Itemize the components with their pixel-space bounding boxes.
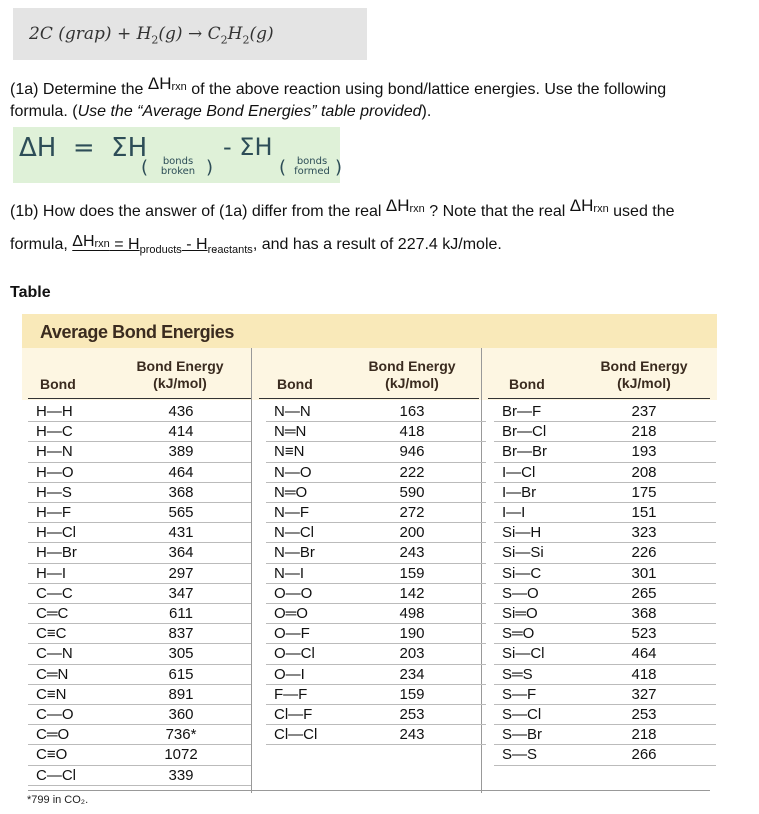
bond-label: C≡C — [36, 625, 67, 643]
col1-energy-header — [130, 358, 230, 392]
bond-label: N—I — [274, 564, 304, 582]
broken-word-2: broken — [160, 166, 196, 177]
bond-energy-value: 265 — [631, 584, 657, 602]
bond-energy-value: 200 — [399, 524, 425, 542]
col2-bond-header: Bond — [277, 376, 313, 392]
product-carbon: C — [207, 24, 221, 44]
bond-label: C—C — [36, 584, 73, 602]
bond-energy-value: 208 — [631, 463, 657, 481]
q1b-formula-products: products — [139, 244, 182, 257]
bond-label: O—O — [274, 584, 313, 602]
reactant-hydrogen-subscript: 2 — [151, 33, 159, 47]
bond-label: C═C — [36, 605, 69, 622]
bond-label: N—Cl — [274, 524, 314, 542]
q1b-formula-rxn-subscript: rxn — [94, 238, 110, 250]
bond-energy-value: 218 — [631, 726, 657, 744]
bond-label: O—F — [274, 625, 310, 643]
bond-label: H—I — [36, 564, 66, 582]
col1-energy-unit: (kJ/mol) — [153, 375, 207, 391]
formed-paren-open: ( — [279, 157, 287, 178]
col2-header-rule — [259, 398, 479, 399]
bond-label: S═O — [502, 625, 535, 643]
bond-label: Si—H — [502, 524, 542, 542]
bond-energy-value: 339 — [168, 766, 194, 784]
bond-label: F—F — [274, 685, 308, 703]
bond-label: C—Cl — [36, 766, 76, 784]
bond-label: I—Br — [502, 483, 537, 501]
bond-energy-value: 364 — [168, 544, 194, 562]
bond-label: Cl—Cl — [274, 726, 318, 744]
q1b-delta-h — [386, 196, 425, 215]
q1a-rxn-subscript: rxn — [171, 81, 187, 93]
bond-energy-value: 159 — [399, 685, 425, 703]
formula-minus-sigma: - ΣH — [223, 133, 273, 161]
formed-word-2: formed — [294, 166, 330, 177]
col3-energy-unit: (kJ/mol) — [617, 375, 671, 391]
col2-energy-unit: (kJ/mol) — [385, 375, 439, 391]
bond-label: Si═O — [502, 605, 538, 622]
bond-energy-value: 368 — [168, 483, 194, 501]
question-1b-line2 — [10, 234, 502, 261]
bond-energy-value: 218 — [631, 423, 657, 441]
bond-label: H—O — [36, 463, 74, 481]
bond-energy-value: 203 — [399, 645, 425, 663]
bond-label: H—Br — [36, 544, 77, 562]
reactant-hydrogen: H — [136, 24, 152, 44]
bond-energy-value: 253 — [399, 706, 425, 723]
q1b-formula-dh-symbol: ΔH — [72, 233, 95, 250]
bond-label: S═S — [502, 665, 533, 683]
col3-energy-header — [594, 358, 694, 392]
bond-label: N═O — [274, 483, 308, 501]
bond-energy-value: 891 — [168, 685, 194, 703]
q1b-rxn-subscript-2: rxn — [593, 203, 609, 215]
col1-energy-label: Bond Energy — [136, 358, 224, 374]
q1a-text-a: (1a) Determine the — [10, 81, 148, 98]
bond-label: S—Br — [502, 726, 543, 744]
bond-label: I—Cl — [502, 463, 536, 481]
product-hydrogen: H — [227, 24, 243, 44]
product-state: (g) — [249, 24, 274, 44]
bond-energy-value: 418 — [399, 423, 425, 441]
bond-label: H—C — [36, 423, 73, 441]
col3-bond-header: Bond — [509, 376, 545, 392]
col1-bond-header: Bond — [40, 376, 76, 392]
q1b-formula-eq: = H — [109, 236, 140, 253]
q1a-delta-h — [148, 74, 187, 93]
reactant-hydrogen-state: (g) — [158, 24, 183, 44]
table-heading: Table — [10, 284, 51, 301]
bond-energy-value: 226 — [631, 544, 657, 562]
bond-energy-value: 266 — [631, 746, 657, 764]
bond-label: C—O — [36, 706, 74, 723]
bond-energy-value: 222 — [399, 463, 425, 481]
column-divider-1 — [251, 348, 252, 793]
q1b-formula-reactants: reactants — [207, 244, 253, 257]
bond-label: Cl—F — [274, 706, 313, 723]
bond-label: Si—C — [502, 564, 542, 582]
bond-energy-value: 590 — [399, 483, 425, 501]
bond-energy-value: 142 — [399, 584, 425, 602]
bond-label: C—N — [36, 645, 73, 663]
bond-energy-formula — [13, 127, 343, 183]
bond-label: C═O — [36, 726, 70, 744]
product-hydrogen-subscript: 2 — [242, 33, 250, 47]
bond-energy-value: 389 — [168, 443, 194, 461]
q1b-dh-symbol: ΔH — [385, 196, 410, 215]
bond-label: S—O — [502, 584, 539, 602]
bond-energy-value: 243 — [399, 544, 425, 562]
bond-energy-value: 305 — [168, 645, 194, 663]
q1a-text-b: of the above reaction using bond/lattice energies. Use the following — [186, 81, 667, 98]
bond-energy-value: 301 — [631, 564, 657, 582]
bond-label: Br—F — [502, 403, 542, 420]
bond-label: Si—Cl — [502, 645, 545, 663]
bond-energy-value: 151 — [631, 504, 657, 521]
bond-energy-table — [22, 314, 717, 793]
bond-energy-value: 234 — [399, 665, 425, 683]
bond-energy-value: 418 — [631, 665, 657, 683]
bond-energy-value: 414 — [168, 423, 194, 441]
q1b-formula — [72, 233, 253, 257]
bond-energy-value: 323 — [631, 524, 657, 542]
bond-label: N—N — [274, 403, 311, 420]
col1-header-rule — [28, 398, 251, 399]
bond-energy-value: 159 — [399, 564, 425, 582]
bond-energy-value: 946 — [399, 443, 425, 461]
bonds-formed-label — [287, 157, 337, 177]
bond-label: N≡N — [274, 443, 305, 461]
question-1a-line1 — [10, 74, 667, 102]
bond-label: S—S — [502, 746, 538, 764]
bond-energy-value: 736* — [165, 726, 197, 744]
q1b-formula-minus: - H — [181, 236, 208, 253]
bond-label: Br—Br — [502, 443, 547, 461]
reactant-carbon: 2C — [29, 24, 53, 44]
bond-label: H—H — [36, 403, 73, 420]
broken-paren-open: ( — [141, 157, 149, 178]
q1b-delta-h-2 — [570, 196, 609, 215]
table-bottom-rule — [28, 790, 710, 791]
bond-energy-value: 175 — [631, 483, 657, 501]
bond-label: C≡N — [36, 685, 67, 703]
bonds-broken-label — [151, 157, 205, 177]
col3-header-rule — [488, 398, 710, 399]
reaction-equation — [13, 8, 367, 60]
bond-label: N—Br — [274, 544, 315, 562]
formula-lhs: ΔH = ΣH — [19, 133, 148, 163]
formed-word-1: bonds — [296, 156, 328, 167]
q1b-text-e: , and has a result of 227.4 kJ/mole. — [252, 236, 502, 253]
column-divider-2 — [481, 348, 482, 793]
q1a-text-d: ). — [421, 103, 432, 120]
q1b-text-a: (1b) How does the answer of (1a) differ from the real — [10, 203, 386, 220]
q1b-text-b: ? Note that the real — [424, 203, 570, 220]
bond-energy-value: 193 — [631, 443, 657, 461]
bond-label: S—Cl — [502, 706, 542, 723]
col2-energy-label: Bond Energy — [368, 358, 456, 374]
bond-energy-value: 565 — [168, 504, 194, 521]
formed-paren-close: ) — [335, 157, 343, 178]
q1a-dh-symbol: ΔH — [147, 74, 172, 93]
bond-energy-value: 243 — [399, 726, 425, 744]
bond-energy-value: 498 — [399, 605, 425, 622]
bond-energy-value: 253 — [631, 706, 657, 723]
broken-word-1: bonds — [162, 156, 194, 167]
question-1a-line2 — [10, 101, 431, 123]
bond-energy-value: 190 — [399, 625, 425, 643]
q1b-text-d: formula, — [10, 236, 73, 253]
q1b-rxn-subscript: rxn — [409, 203, 425, 215]
bond-energy-value: 464 — [631, 645, 657, 663]
bond-label: C═N — [36, 665, 69, 683]
bond-energy-value: 163 — [399, 403, 425, 420]
bond-label: O—I — [274, 665, 305, 683]
bond-label: C≡O — [36, 746, 68, 764]
bond-energy-value: 327 — [631, 685, 657, 703]
bond-label: I—I — [502, 504, 526, 521]
q1b-dh-symbol-2: ΔH — [569, 196, 594, 215]
bond-energy-value: 347 — [168, 584, 194, 602]
question-1b-line1 — [10, 196, 675, 224]
plus-sign: + — [116, 24, 132, 44]
bond-energy-value: 360 — [168, 706, 194, 723]
row-divider — [494, 765, 716, 766]
bond-energy-value: 297 — [168, 564, 194, 582]
col2-energy-header — [362, 358, 462, 392]
bond-label: N—F — [274, 504, 309, 521]
bond-energy-value: 436 — [168, 403, 194, 420]
bond-energy-value: 611 — [169, 605, 193, 622]
bond-energy-value: 272 — [399, 504, 425, 521]
bond-energy-value: 237 — [631, 403, 657, 420]
q1b-text-c: used the — [608, 203, 675, 220]
bond-energy-value: 431 — [168, 524, 194, 542]
bond-label: O—Cl — [274, 645, 315, 663]
bond-label: H—Cl — [36, 524, 76, 542]
table-title: Average Bond Energies — [40, 322, 234, 342]
bond-energy-value: 1072 — [164, 746, 198, 764]
bond-energy-value: 464 — [168, 463, 194, 481]
col3-energy-label: Bond Energy — [600, 358, 688, 374]
bond-energy-value: 615 — [168, 665, 194, 683]
bond-energy-value: 368 — [631, 605, 657, 622]
q1a-text-c: formula. ( — [10, 103, 78, 120]
reaction-arrow: → — [187, 24, 203, 44]
bond-label: H—F — [36, 504, 71, 521]
bond-label: H—S — [36, 483, 72, 501]
bond-label: O═O — [274, 605, 308, 622]
bond-energy-value: 523 — [631, 625, 657, 643]
bond-label: N—O — [274, 463, 312, 481]
product-carbon-subscript: 2 — [220, 33, 228, 47]
bond-label: N═N — [274, 423, 307, 441]
q1a-text-italic: Use the “Average Bond Energies” table provided — [77, 103, 422, 120]
bond-label: Si—Si — [502, 544, 544, 562]
row-divider — [266, 744, 486, 745]
row-divider — [28, 785, 251, 786]
bond-label: S—F — [502, 685, 537, 703]
broken-paren-close: ) — [206, 157, 214, 178]
q1b-formula-dh — [72, 233, 110, 250]
table-footnote: *799 in CO₂. — [27, 794, 89, 806]
bond-energy-value: 837 — [168, 625, 194, 643]
bond-label: Br—Cl — [502, 423, 547, 441]
reactant-carbon-state: (grap) — [58, 24, 112, 44]
bond-label: H—N — [36, 443, 73, 461]
